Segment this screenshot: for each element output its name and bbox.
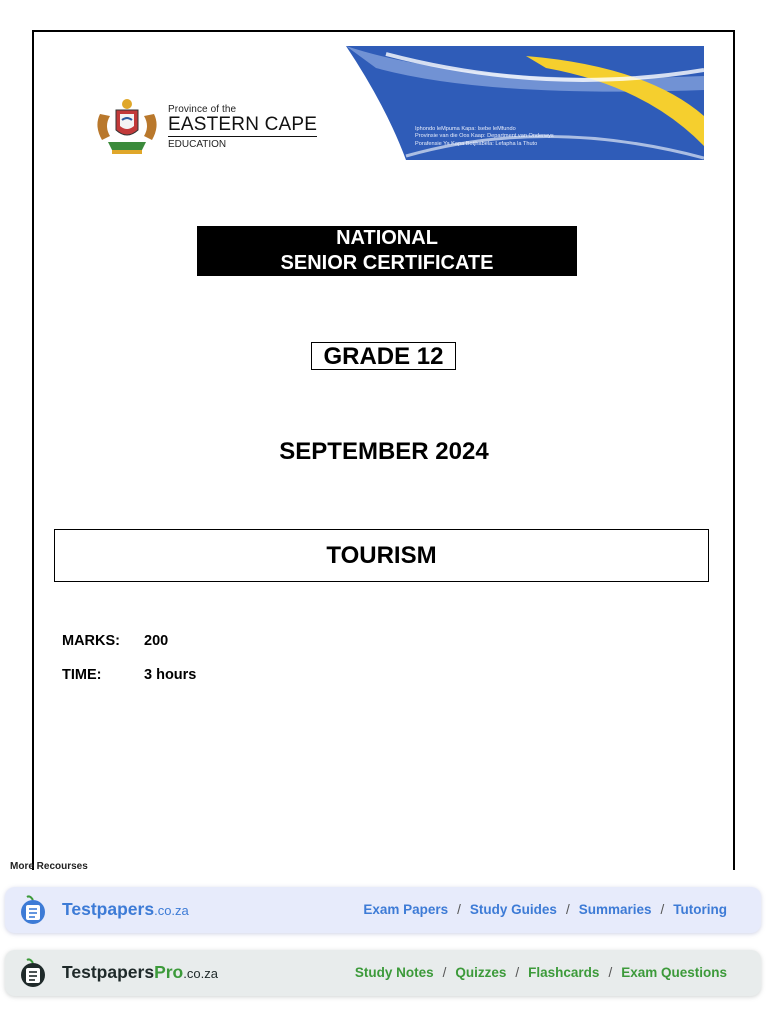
brand-tld: .co.za [183,966,218,981]
marks-value: 200 [144,633,169,649]
subject-title: TOURISM [54,529,709,582]
nsc-line-1: NATIONAL [336,227,438,249]
link-study-guides[interactable]: Study Guides [469,902,557,917]
brand-suffix: Pro [154,962,184,982]
separator: / [608,965,613,980]
link-quizzes[interactable]: Quizzes [455,965,507,980]
exam-date: SEPTEMBER 2024 [279,438,489,465]
more-resources-label: More Recourses [10,861,88,872]
link-flashcards[interactable]: Flashcards [528,965,600,980]
brand-name: Testpapers [62,899,155,919]
department-name: EDUCATION [168,139,227,150]
link-exam-questions[interactable]: Exam Questions [621,965,727,980]
province-name: EASTERN CAPE [168,114,318,135]
brand-name: Testpapers [62,962,155,982]
testpaperspro-promo-banner[interactable] [5,950,761,996]
testpapers-promo-banner[interactable] [5,887,761,933]
nsc-line-2: SENIOR CERTIFICATE [280,252,494,274]
separator: / [660,902,665,917]
time-label: TIME: [62,667,102,683]
testpapers-logo-icon [19,895,47,925]
banner-line: Porafensie Ya Kapa Botjhabela: Lefapha la Thuto [415,140,538,147]
testpaperspro-logo-icon [19,958,47,988]
separator: / [565,902,570,917]
link-study-notes[interactable]: Study Notes [354,965,434,980]
promo1-links [363,902,727,917]
separator: / [457,902,461,917]
testpapers-brand[interactable] [62,899,189,920]
testpaperspro-brand[interactable] [62,962,218,983]
link-summaries[interactable]: Summaries [578,902,652,917]
separator: / [515,965,520,980]
province-wordmark [168,104,317,150]
grade-label: GRADE 12 [311,342,456,370]
promo2-links [355,965,727,980]
brand-tld: .co.za [154,903,189,918]
coat-of-arms-icon [90,96,164,156]
link-tutoring[interactable]: Tutoring [673,902,727,917]
separator: / [442,965,447,980]
nsc-title-box [197,226,577,276]
marks-row [62,633,168,649]
marks-label: MARKS: [62,633,120,649]
banner-line: Iphondo leMpuma Kapa: Isebe leMfundo [415,126,516,132]
banner-line: Provinsie van die Oos Kaap: Department van Onderwys [415,133,554,140]
link-exam-papers[interactable]: Exam Papers [363,902,449,917]
time-value: 3 hours [144,667,197,683]
province-small-text: Province of the [168,104,237,115]
banner-text [415,126,554,148]
time-row [62,667,196,683]
